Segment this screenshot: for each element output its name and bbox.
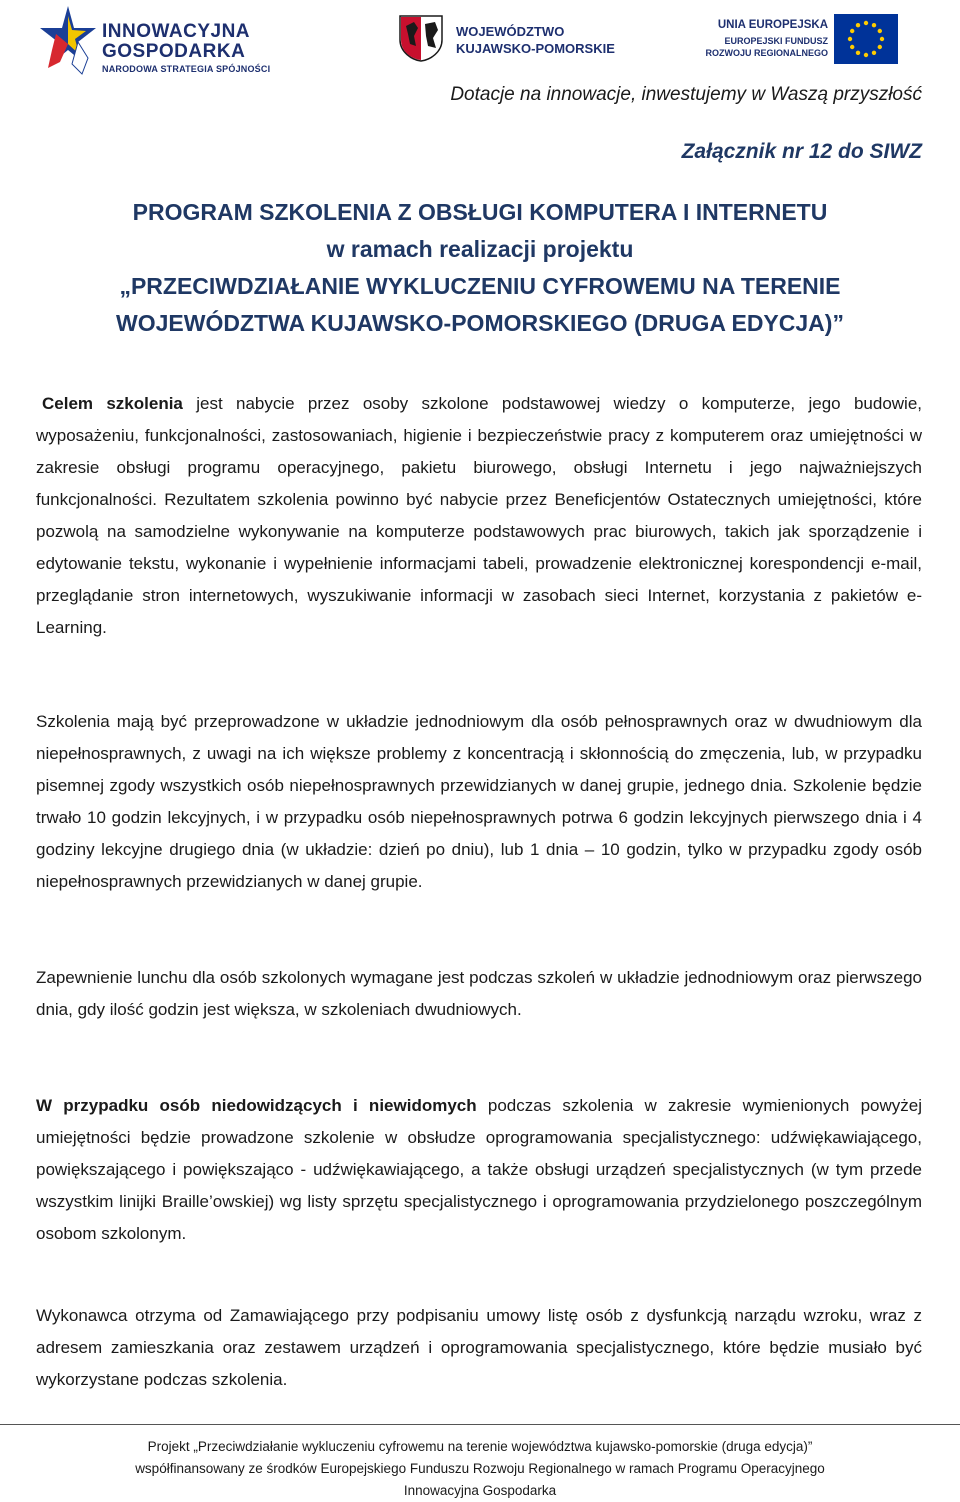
logo-left-line2: GOSPODARKA	[102, 41, 246, 62]
paragraph-lunch: Zapewnienie lunchu dla osób szkolonych wymagane jest podczas szkoleń w układzie jednodniowym oraz pierwszego dnia, gdy ilość godzin jest większa, w szkoleniach dwudniowych.	[36, 968, 922, 1019]
title-line-4: WOJEWÓDZTWA KUJAWSKO-POMORSKIEGO (DRUGA EDYCJA)”	[116, 310, 844, 336]
paragraph-schedule: Szkolenia mają być przeprowadzone w układzie jednodniowym dla osób pełnosprawnych oraz w dwudniowym dla niepełnosprawnych, z uwagi na ich większe problemy z koncentracją i skłonnością do zmęczenia, lub, w przypadku pisemnej zgody wszystkich osób niepełnosprawnych przewidzianych w danej grupie, jednego dnia. Szkolenie będzie trwało 10 godzin lekcyjnych, i w przypadku osób niepełnosprawnych potrwa 6 godzin lekcyjnych pierwszego dnia i 4 godziny lekcyjne drugiego dnia (w układzie: dzień po dniu), lub 1 dnia – 10 godzin, tylko w przypadku zgody osób niepełnosprawnych przewidzianych w danej grupie.	[36, 712, 922, 891]
logo-right-line2: EUROPEJSKI FUNDUSZ	[724, 36, 828, 46]
eu-flag-icon	[834, 14, 898, 64]
logo-right-line3: ROZWOJU REGIONALNEGO	[705, 48, 828, 58]
logo-left-line3: NARODOWA STRATEGIA SPÓJNOŚCI	[102, 64, 271, 74]
ue-logo	[700, 14, 900, 66]
coat-of-arms-icon	[398, 14, 444, 62]
annex-label: Załącznik nr 12 do SIWZ	[681, 140, 922, 163]
paragraph-goal	[36, 388, 922, 644]
document-title	[36, 194, 924, 342]
footer-line-3: Innowacyjna Gospodarka	[403, 1483, 557, 1498]
logo-right-line1: UNIA EUROPEJSKA	[717, 19, 828, 31]
innowacyjna-gospodarka-logo	[38, 4, 288, 78]
paragraph-visually-impaired-text: podczas szkolenia w zakresie wymienionych powyżej umiejętności będzie prowadzone szkolenie w obsłudze oprogramowania specjalistycznego: udźwiękawiającego, powiększającego i powiększająco - udźwiękawiającego, a także obsługi urządzeń specjalistycznych (w tym przede wszystkim linijki Braille’owskiej) wg listy sprzętu specjalistycznego i oprogramowania przydzielonego poszczególnym osobom szkolonym.	[36, 1096, 922, 1243]
logo-center-line2: KUJAWSKO-POMORSKIE	[456, 41, 615, 56]
paragraph-goal-text: jest nabycie przez osoby szkolone podstawowej wiedzy o komputerze, jego budowie, wyposażeniu, funkcjonalności, zastosowaniach, higienie i bezpieczeństwie pracy z komputerem oraz umiejętności w zakresie obsługi programu operacyjnego, pakietu biurowego, obsługi Internetu i jego najważniejszych funkcjonalności. Rezultatem szkolenia powinno być nabycie przez Beneficjentów Ostatecznych umiejętności, które pozwolą na samodzielne wykonywanie na komputerze podstawowych prac biurowych, takich jak sporządzenie i edytowanie tekstu, wykonanie i wypełnienie informacjami tabeli, prowadzenie elektronicznej korespondencji e-mail, przeglądanie stron internetowych, wyszukiwanie informacji w zasobach sieci Internet, korzystania z pakietów e-Learning.	[36, 394, 923, 637]
footer-line-2: współfinansowany ze środków Europejskiego Funduszu Rozwoju Regionalnego w ramach Programu Operacyjnego	[135, 1461, 825, 1476]
header-logos	[0, 0, 960, 82]
footer	[0, 1436, 960, 1502]
wojewodztwo-logo	[398, 14, 618, 62]
paragraph-visually-impaired	[36, 1090, 922, 1250]
footer-line-1: Projekt „Przeciwdziałanie wykluczeniu cyfrowemu na terenie województwa kujawsko-pomorskie (druga edycja)”	[147, 1439, 813, 1454]
paragraph-goal-lead: Celem szkolenia	[42, 394, 183, 413]
tagline: Dotacje na innowacje, inwestujemy w Waszą przyszłość	[450, 84, 922, 105]
paragraph-visually-impaired-lead: W przypadku osób niedowidzących i niewidomych	[36, 1096, 477, 1115]
paragraph-contractor: Wykonawca otrzyma od Zamawiającego przy podpisaniu umowy listę osób z dysfunkcją narządu wzroku, wraz z adresem zamieszkania oraz zestawem urządzeń i oprogramowania specjalistycznego, które będzie musiało być wykorzystane podczas szkolenia.	[36, 1306, 922, 1389]
footer-divider	[0, 1424, 960, 1425]
title-line-1: PROGRAM SZKOLENIA Z OBSŁUGI KOMPUTERA I INTERNETU	[132, 199, 828, 225]
logo-center-line1: WOJEWÓDZTWO	[456, 24, 565, 39]
title-line-2: w ramach realizacji projektu	[326, 236, 634, 262]
title-line-3: „PRZECIWDZIAŁANIE WYKLUCZENIU CYFROWEMU NA TERENIE	[119, 273, 841, 299]
star-logo-icon	[38, 4, 100, 78]
logo-left-line1: INNOWACYJNA	[102, 21, 251, 42]
